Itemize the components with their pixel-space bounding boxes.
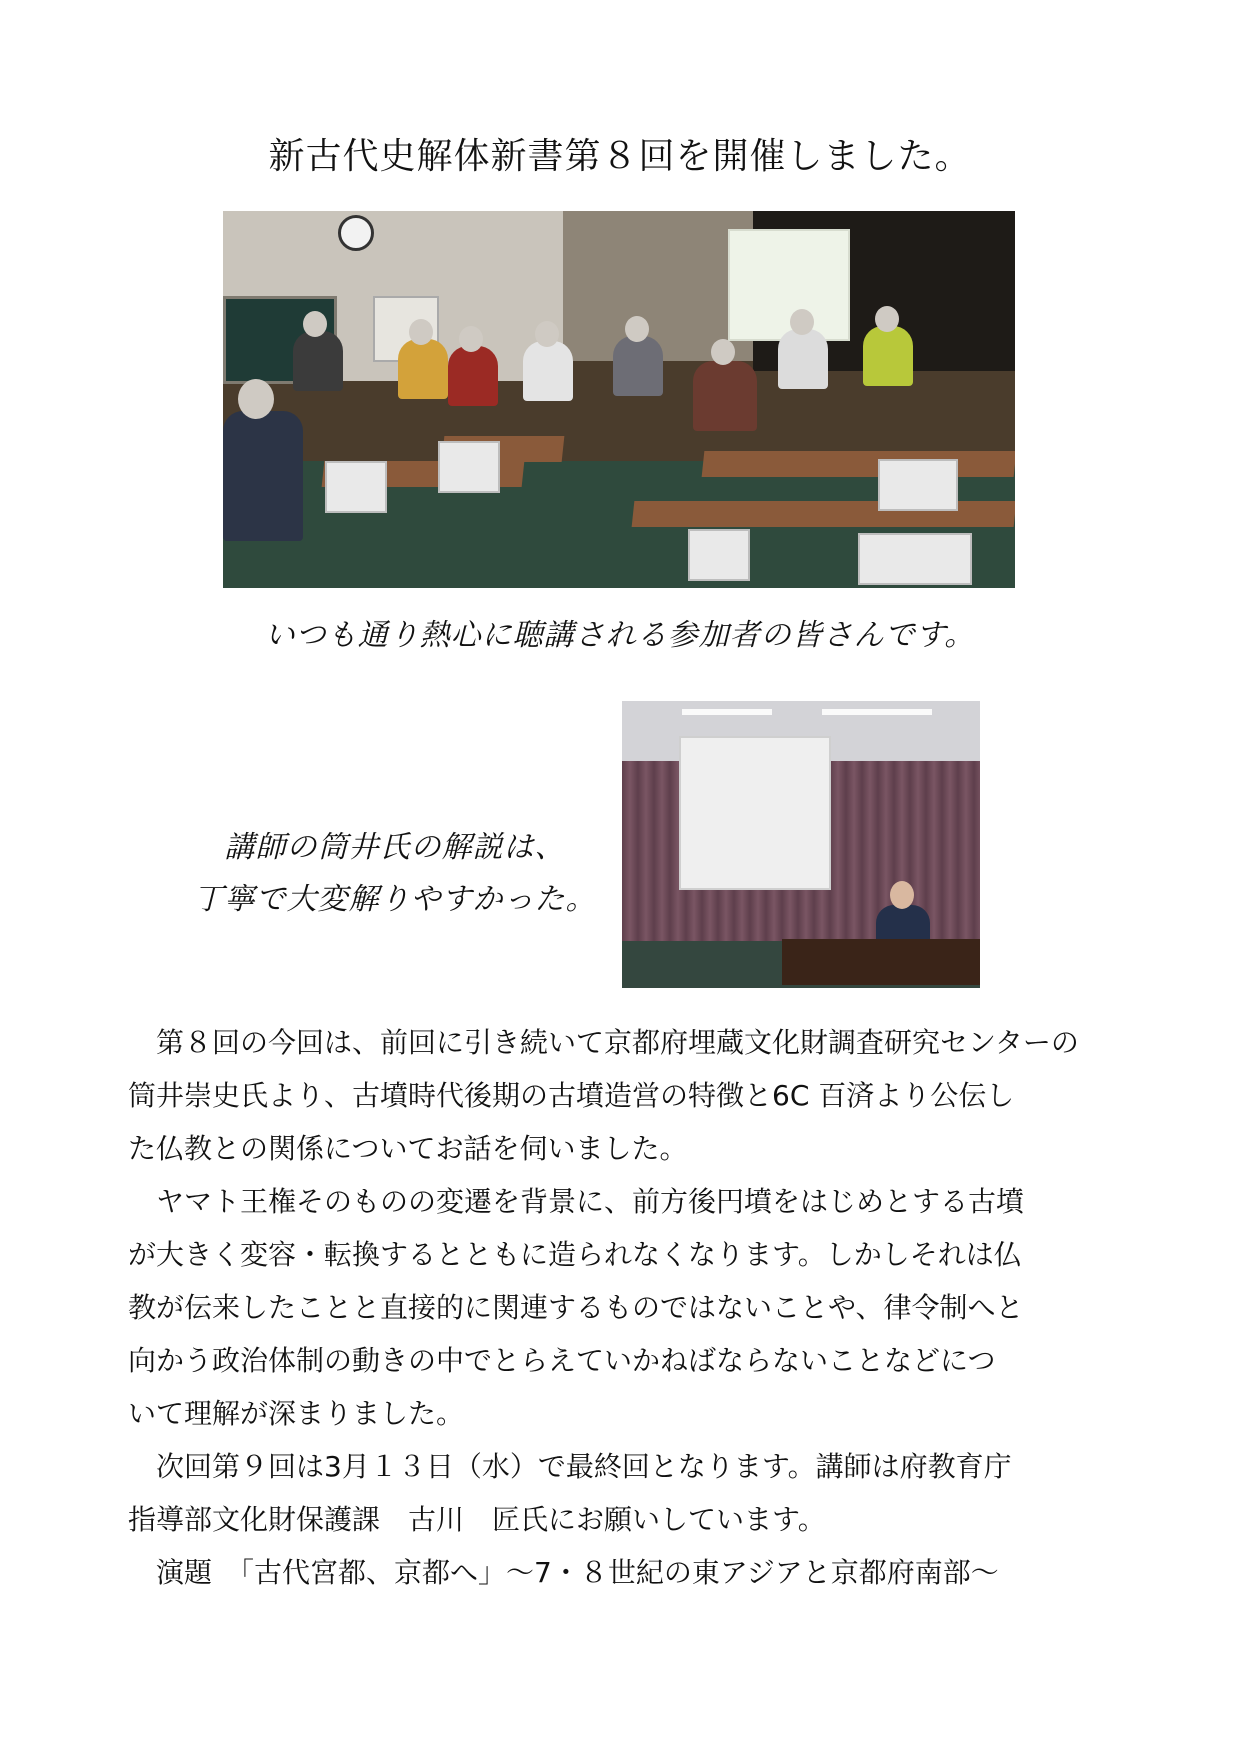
desk bbox=[702, 451, 1015, 477]
ceiling-light bbox=[822, 709, 932, 715]
text-line: いて理解が深まりました。 bbox=[128, 1397, 465, 1430]
text-line: ヤマト王権そのものの変遷を背景に、前方後円墳をはじめとする古墳 bbox=[156, 1185, 1025, 1218]
audience-head bbox=[535, 321, 559, 347]
chair bbox=[438, 441, 500, 493]
projection-screen bbox=[679, 736, 831, 890]
audience-member bbox=[293, 331, 343, 391]
paragraph bbox=[128, 1175, 1126, 1440]
projection-screen bbox=[728, 229, 850, 341]
text-line: 教が伝来したことと直接的に関連するものではないことや、律令制へと bbox=[128, 1291, 1024, 1324]
chair bbox=[858, 533, 972, 585]
audience-head bbox=[409, 319, 433, 345]
audience-head bbox=[711, 339, 735, 365]
chair bbox=[878, 459, 958, 511]
lecturer-head bbox=[890, 881, 914, 909]
audience-member bbox=[613, 336, 663, 396]
text-line: 向かう政治体制の動きの中でとらえていかねばならないことなどにつ bbox=[128, 1344, 996, 1377]
clock-icon bbox=[338, 215, 374, 251]
photo-caption-audience: いつも通り熱心に聴講される参加者の皆さんです。 bbox=[264, 618, 976, 653]
lecturer-photo bbox=[622, 701, 980, 988]
lecture-audience-photo bbox=[223, 211, 1015, 588]
text-line: 筒井崇史氏より、古墳時代後期の古墳造営の特徴と6C 百済より公伝し bbox=[128, 1079, 1015, 1112]
chair bbox=[325, 461, 387, 513]
chair bbox=[688, 529, 750, 581]
caption-line: 丁寧で大変解りやすかった。 bbox=[193, 882, 597, 917]
text-line: が大きく変容・転換するとともに造られなくなります。しかしそれは仏 bbox=[128, 1238, 1022, 1271]
audience-head bbox=[238, 379, 274, 419]
caption-line: 講師の筒井氏の解説は、 bbox=[224, 830, 566, 865]
audience-head bbox=[459, 326, 483, 352]
photo-caption-lecturer bbox=[175, 822, 615, 926]
article-body bbox=[128, 1016, 1126, 1599]
lecturer-desk bbox=[782, 939, 980, 985]
audience-head bbox=[875, 306, 899, 332]
audience-member bbox=[778, 329, 828, 389]
paragraph bbox=[128, 1016, 1126, 1175]
audience-head bbox=[625, 316, 649, 342]
audience-head bbox=[790, 309, 814, 335]
text-line: 次回第９回は3月１３日（水）で最終回となります。講師は府教育庁 bbox=[156, 1450, 1012, 1483]
audience-member bbox=[448, 346, 498, 406]
paragraph bbox=[128, 1440, 1126, 1546]
audience-head bbox=[303, 311, 327, 337]
page-title: 新古代史解体新書第８回を開催しました。 bbox=[268, 136, 972, 177]
audience-member bbox=[223, 411, 303, 541]
text-line: 演題 「古代宮都、京都へ」～7・８世紀の東アジアと京都府南部～ bbox=[156, 1556, 999, 1589]
audience-member bbox=[398, 339, 448, 399]
text-line: 第８回の今回は、前回に引き続いて京都府埋蔵文化財調査研究センターの bbox=[156, 1026, 1079, 1059]
audience-member bbox=[523, 341, 573, 401]
audience-member bbox=[693, 361, 757, 431]
text-line: 指導部文化財保護課 古川 匠氏にお願いしています。 bbox=[128, 1503, 826, 1536]
paragraph bbox=[128, 1546, 1126, 1599]
text-line: た仏教との関係についてお話を伺いました。 bbox=[128, 1132, 688, 1165]
ceiling-light bbox=[682, 709, 772, 715]
audience-member bbox=[863, 326, 913, 386]
